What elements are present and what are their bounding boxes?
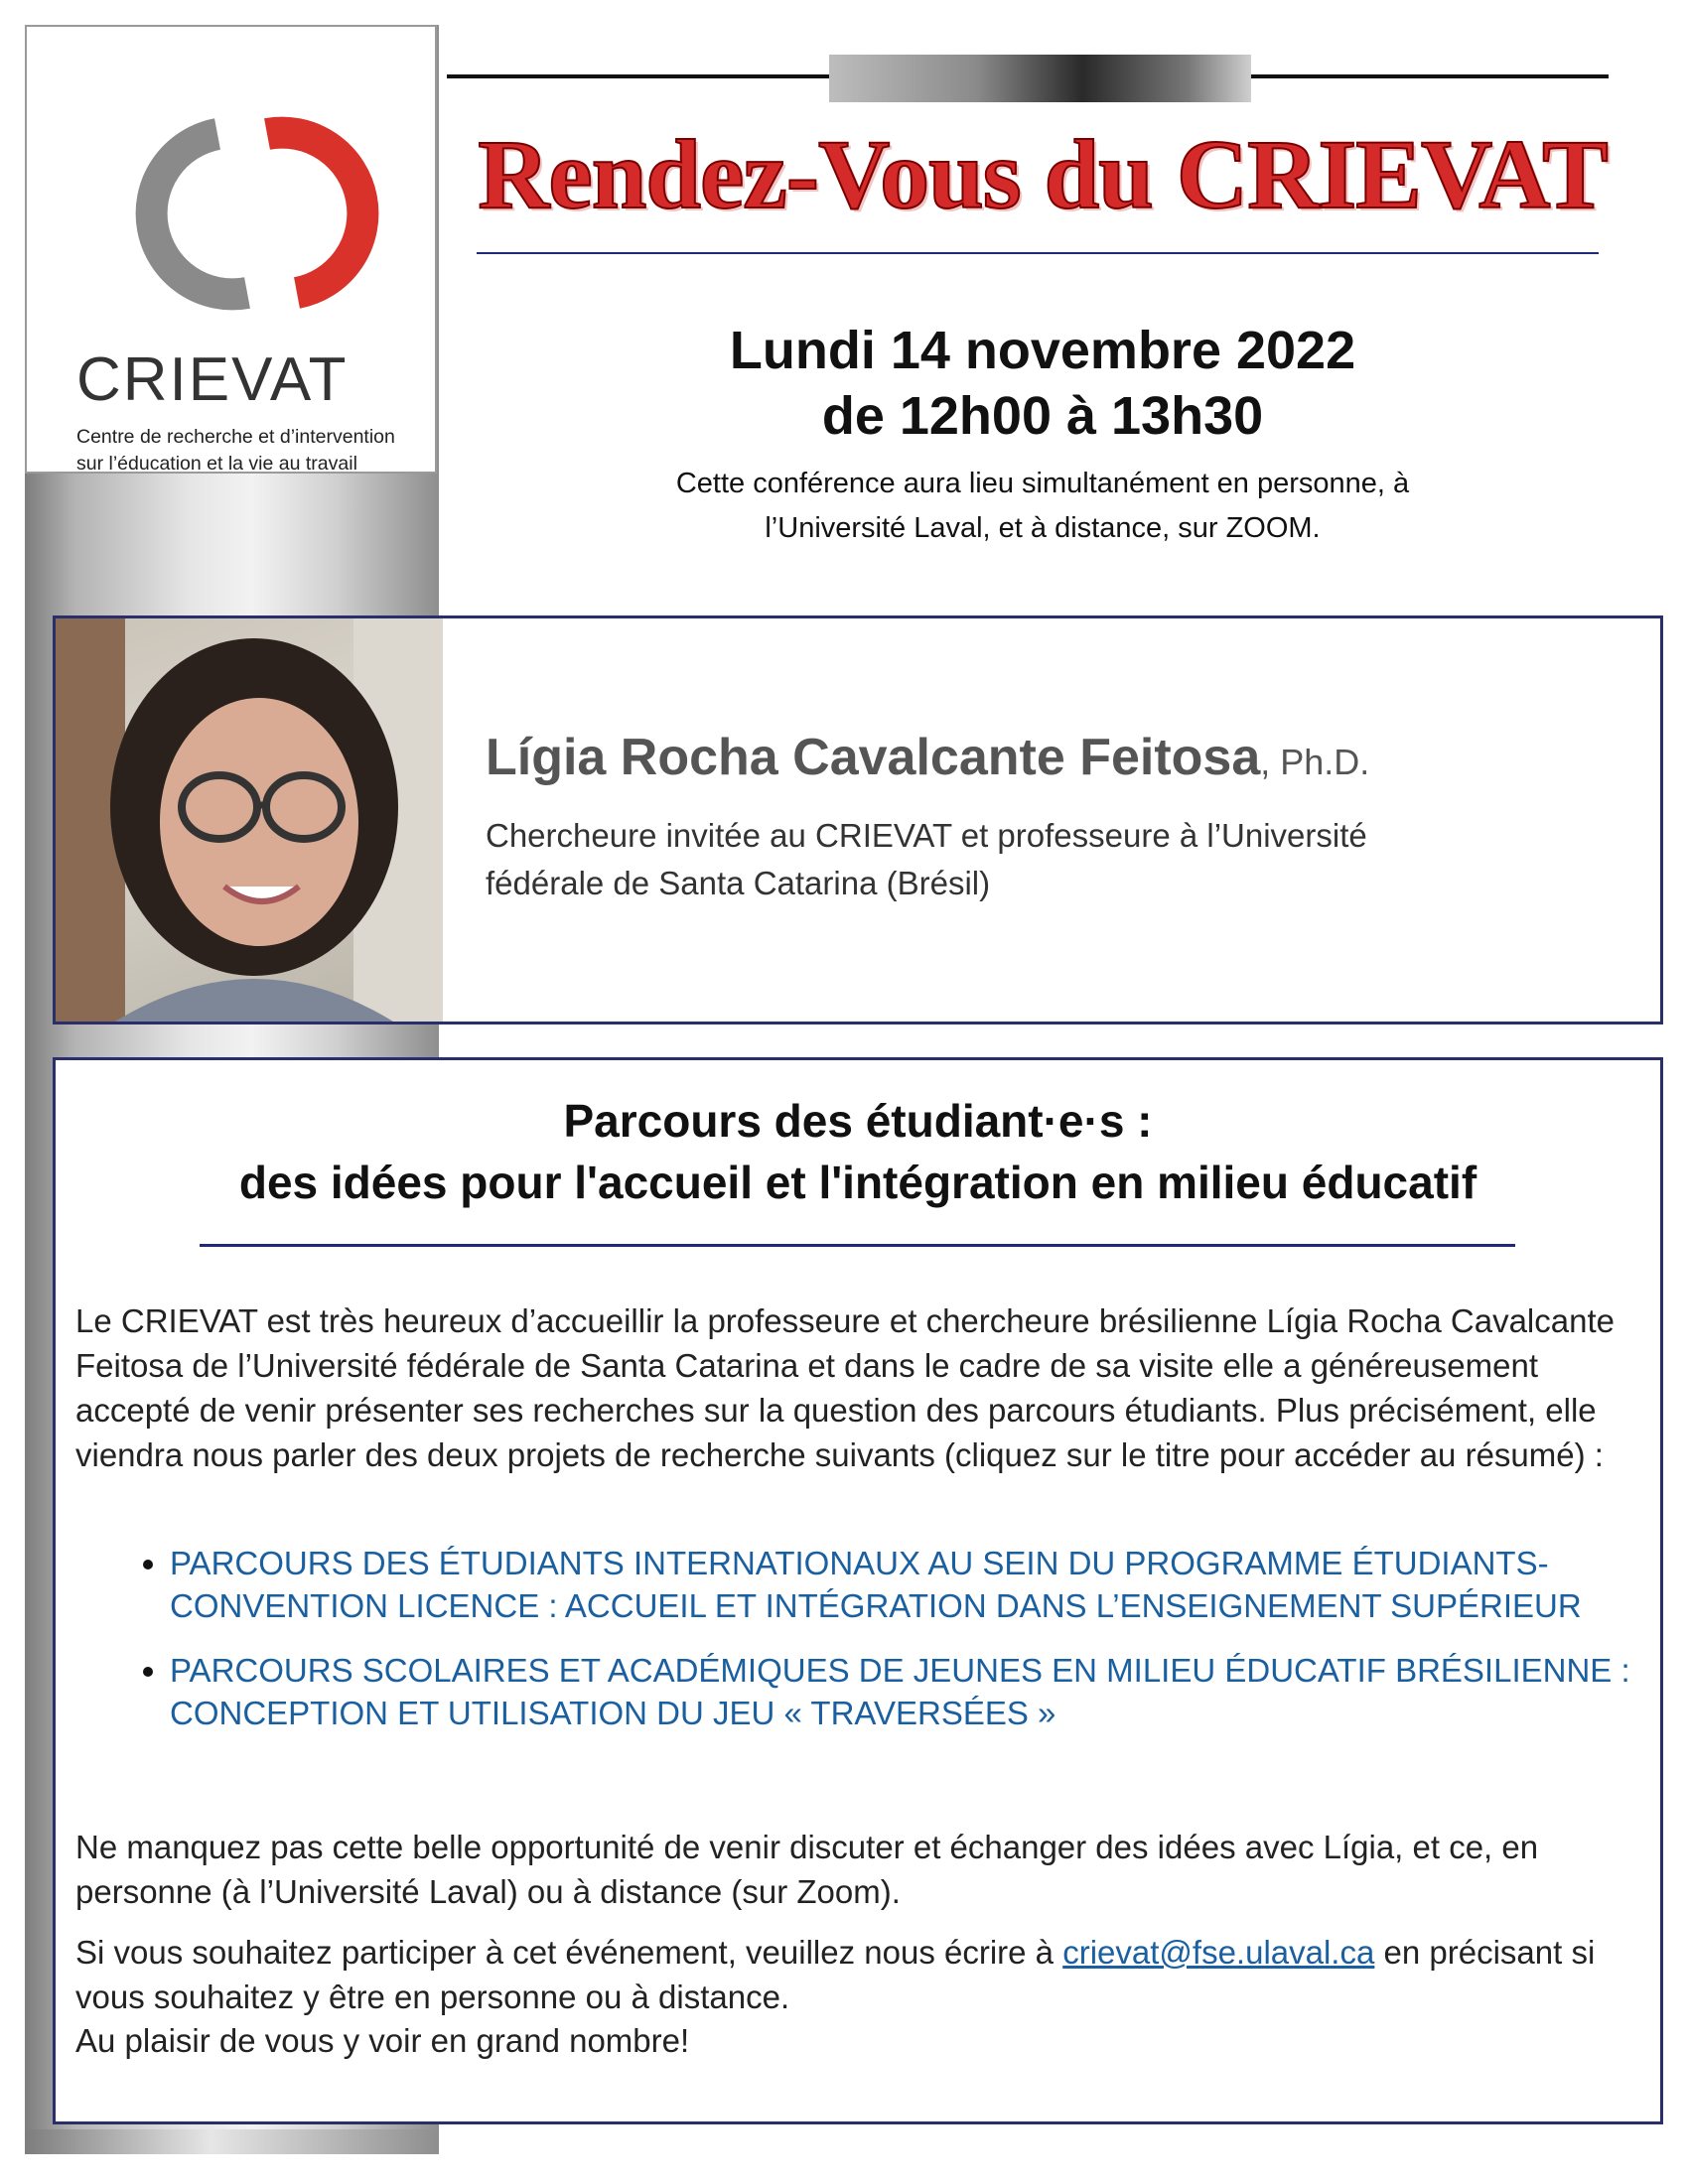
email-link[interactable]: crievat@fse.ulaval.ca bbox=[1062, 1934, 1375, 1971]
logo-subtitle bbox=[76, 424, 434, 478]
event-time: de 12h00 à 13h30 bbox=[821, 386, 1264, 446]
talk-intro-paragraph: Le CRIEVAT est très heureux d’accueillir la professeure et chercheure brésilienne Lígia Rocha Cavalcante Feitosa de l’Université fédérale de Santa Catarina et dans le cadre de sa visite elle a généreusement accepté de venir présenter ses recherches sur la question des parcours étudiants. Plus précisément, elle viendra nous parler des deux projets de recherche suivants (cliquez sur le titre pour accéder au résumé) : bbox=[75, 1302, 1615, 1473]
crievat-logo-panel bbox=[25, 25, 437, 474]
registration-paragraph bbox=[75, 1930, 1644, 2019]
talk-title-line2: des idées pour l'accueil et l'intégration en milieu éducatif bbox=[238, 1157, 1477, 1208]
project-list bbox=[115, 1542, 1679, 1756]
logo-subtitle-line2: sur l’éducation et la vie au travail bbox=[76, 453, 357, 475]
talk-title-line1: Parcours des étudiant·e·s : bbox=[563, 1095, 1153, 1147]
registration-text-after: en précisant si vous souhaitez y être en personne ou à distance. bbox=[75, 1934, 1596, 2015]
speaker-photo bbox=[56, 618, 443, 1022]
banner-title: Rendez-Vous du CRIEVAT bbox=[478, 119, 1608, 229]
crievat-logo-icon bbox=[98, 94, 396, 333]
speaker-name-text: Lígia Rocha Cavalcante Feitosa bbox=[486, 729, 1261, 786]
speaker-portrait-image bbox=[56, 618, 443, 1022]
talk-title-underline bbox=[200, 1244, 1515, 1247]
event-location-note bbox=[447, 462, 1638, 551]
invite-paragraph: Ne manquez pas cette belle opportunité de venir discuter et échanger des idées avec Lígia, et ce, en personne (à l’Université Laval) ou à distance (sur Zoom). bbox=[75, 1829, 1539, 1910]
registration-text-before: Si vous souhaitez participer à cet événement, veuillez nous écrire à bbox=[75, 1934, 1063, 1971]
speaker-role-line2: fédérale de Santa Catarina (Brésil) bbox=[486, 865, 991, 901]
closing-paragraph: Au plaisir de vous y voir en grand nombre! bbox=[75, 2022, 690, 2059]
speaker-name bbox=[486, 728, 1369, 787]
talk-title bbox=[56, 1090, 1660, 1213]
project-link-1[interactable]: • PARCOURS DES ÉTUDIANTS INTERNATIONAUX AU SEIN DU PROGRAMME ÉTUDIANTS-CONVENTION LICENCE : ACCUEIL ET INTÉGRATION DANS L’ENSEIGNEMENT SUPÉRIEUR bbox=[170, 1542, 1679, 1627]
top-gradient-bar bbox=[829, 55, 1251, 102]
event-date: Lundi 14 novembre 2022 bbox=[729, 321, 1356, 380]
logo-wordmark: CRIEVAT bbox=[76, 345, 349, 414]
banner-underline bbox=[477, 252, 1599, 254]
logo-subtitle-line1: Centre de recherche et d’intervention bbox=[76, 426, 395, 448]
speaker-role-line1: Chercheure invitée au CRIEVAT et professeure à l’Université bbox=[486, 817, 1367, 854]
talk-details-card bbox=[53, 1057, 1663, 2124]
side-gradient-bar-bottom bbox=[25, 2129, 439, 2154]
project-link-2[interactable]: • PARCOURS SCOLAIRES ET ACADÉMIQUES DE JEUNES EN MILIEU ÉDUCATIF BRÉSILIENNE : CONCEPTION ET UTILISATION DU JEU « TRAVERSÉES » bbox=[170, 1649, 1679, 1734]
speaker-credential: , Ph.D. bbox=[1260, 742, 1370, 782]
speaker-card bbox=[53, 615, 1663, 1024]
event-note-line1: Cette conférence aura lieu simultanément en personne, à bbox=[675, 468, 1410, 499]
speaker-role bbox=[486, 812, 1627, 907]
event-note-line2: l’Université Laval, et à distance, sur ZOOM. bbox=[765, 512, 1321, 544]
